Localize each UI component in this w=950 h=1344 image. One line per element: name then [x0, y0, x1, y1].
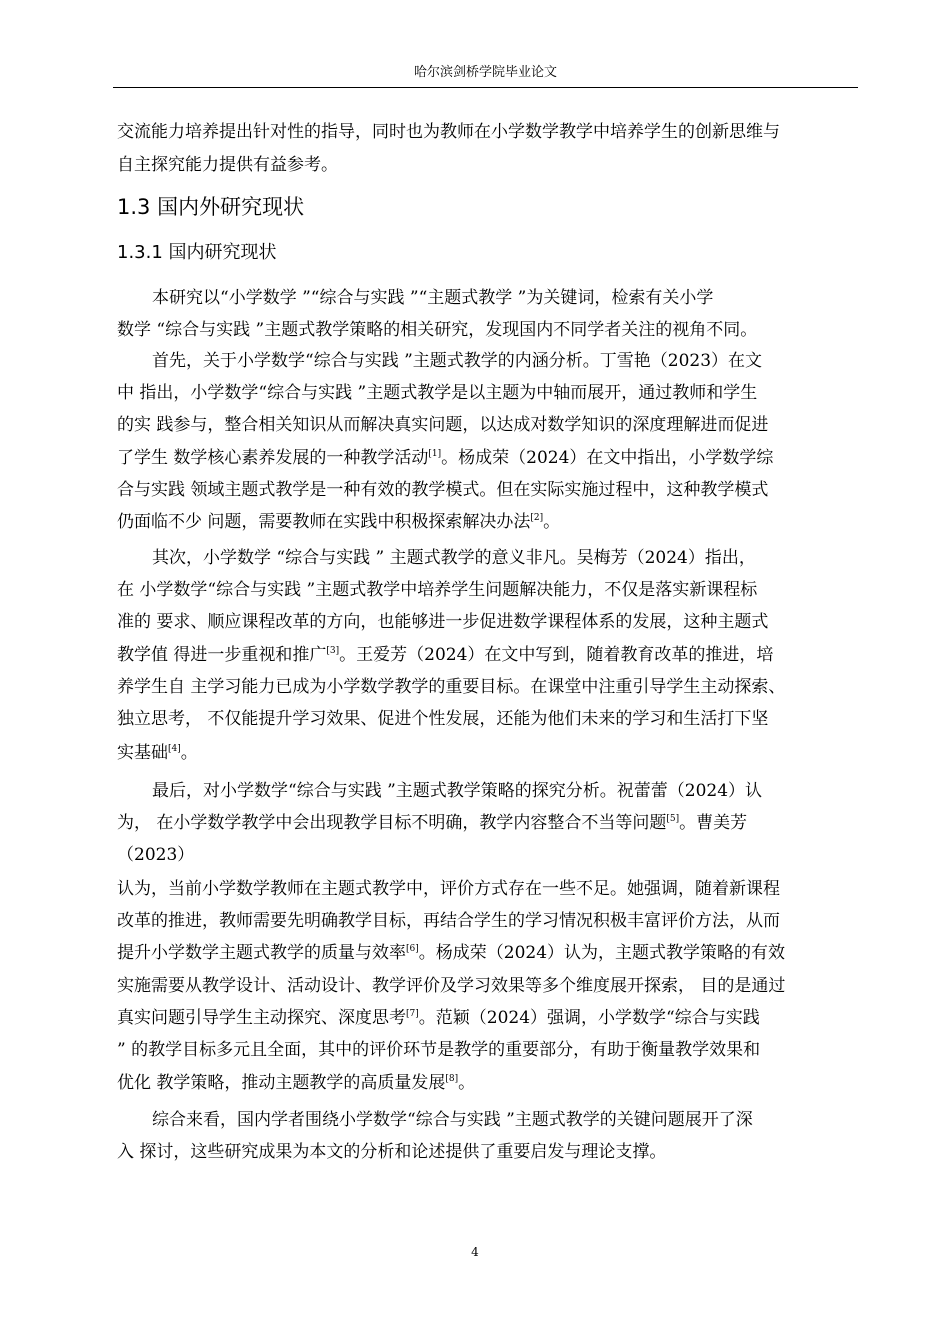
header-rule: [113, 87, 858, 88]
body-line: [117, 510, 560, 534]
body-line: [117, 153, 338, 177]
line-text-continued: 。范颖（2024）强调，小学数学“综合与实践: [418, 1008, 760, 1028]
line-text: 改革的推进，教师需要先明确教学目标，再结合学生的学习情况积极丰富评价方法，从而: [117, 911, 780, 931]
line-text: 养学生自 主学习能力已成为小学数学教学的重要目标。在课堂中注重引导学生主动探索、: [117, 677, 786, 697]
line-text: 了学生 数学核心素养发展的一种教学活动: [117, 448, 429, 468]
line-text: 认为，当前小学数学教师在主题式教学中，评价方式存在一些不足。她强调，随着新课程: [117, 879, 780, 899]
line-text: 本研究以“小学数学 ”“综合与实践 ”“主题式教学 ”为关键词，检索有关小学: [152, 288, 714, 308]
body-line: [117, 446, 773, 470]
line-text: 最后，对小学数学“综合与实践 ”主题式教学策略的探究分析。祝蕾蕾（2024）认: [152, 781, 763, 801]
body-line: [117, 741, 198, 765]
line-text: 实施需要从教学设计、活动设计、教学评价及学习效果等多个维度展开探索， 目的是通过: [117, 976, 786, 996]
line-text: 交流能力培养提出针对性的指导，同时也为教师在小学数学教学中培养学生的创新思维与: [117, 122, 780, 142]
citation-marker: [4]: [168, 744, 181, 754]
body-line: [152, 779, 762, 803]
body-line: [117, 675, 785, 699]
line-text: 1.3 国内外研究现状: [117, 195, 305, 219]
body-line: [152, 546, 756, 570]
body-line: [117, 1006, 760, 1030]
body-line: [117, 941, 785, 965]
line-text-continued: 。杨成荣（2024）认为，主题式教学策略的有效: [418, 943, 786, 963]
line-text: 中 指出，小学数学“综合与实践 ”主题式教学是以主题为中轴而展开，通过教师和学生: [117, 383, 758, 403]
body-line: [117, 1140, 666, 1164]
body-line: [117, 811, 747, 835]
body-line: [117, 381, 757, 405]
subsection-heading: [117, 240, 277, 266]
line-text: 教学值 得进一步重视和推广: [117, 645, 327, 665]
section-heading: [117, 193, 304, 221]
line-text: 入 探讨，这些研究成果为本文的分析和论述提供了重要启发与理论支撑。: [117, 1142, 667, 1162]
line-text-continued: 。杨成荣（2024）在文中指出，小学数学综: [441, 448, 774, 468]
line-text: 首先，关于小学数学“综合与实践 ”主题式教学的内涵分析。丁雪艳（2023）在文: [152, 351, 763, 371]
body-line: [117, 707, 768, 731]
body-line: [117, 877, 780, 901]
line-text: 真实问题引导学生主动探究、深度思考: [117, 1008, 406, 1028]
line-text: 独立思考， 不仅能提升学习效果、促进个性发展，还能为他们未来的学习和生活打下坚: [117, 709, 769, 729]
body-line: [117, 610, 768, 634]
body-line: [117, 120, 780, 144]
line-text: 的实 践参与，整合相关知识从而解决真实问题，以达成对数学知识的深度理解进而促进: [117, 415, 769, 435]
running-header: 哈尔滨剑桥学院毕业论文: [413, 65, 557, 80]
body-line: [117, 843, 194, 867]
line-text: 为， 在小学数学教学中会出现教学目标不明确，教学内容整合不当等问题: [117, 813, 667, 833]
body-line: [117, 578, 757, 602]
body-line: [117, 478, 768, 502]
body-line: [152, 1108, 753, 1132]
line-text: 综合来看，国内学者围绕小学数学“综合与实践 ”主题式教学的关键问题展开了深: [152, 1110, 753, 1130]
citation-marker: [1]: [428, 449, 442, 459]
citation-marker: [8]: [445, 1074, 459, 1084]
line-text: 数学 “综合与实践 ”主题式教学策略的相关研究，发现国内不同学者关注的视角不同。: [117, 320, 758, 340]
citation-marker: [3]: [326, 646, 340, 656]
body-line: [117, 643, 773, 667]
line-text: 优化 教学策略，推动主题教学的高质量发展: [117, 1073, 446, 1093]
citation-marker: [2]: [530, 513, 544, 523]
body-line: [152, 349, 762, 373]
line-text: 自主探究能力提供有益参考。: [117, 155, 338, 175]
body-line: [152, 286, 713, 310]
body-line: [117, 909, 780, 933]
line-text: 提升小学数学主题式教学的质量与效率: [117, 943, 406, 963]
body-line: [117, 1038, 760, 1062]
line-text: 合与实践 领域主题式教学是一种有效的教学模式。但在实际实施过程中，这种教学模式: [117, 480, 769, 500]
line-text: 仍面临不少 问题，需要教师在实践中积极探索解决办法: [117, 512, 531, 532]
body-line: [117, 1071, 475, 1095]
line-text-continued: 。: [543, 512, 561, 532]
line-text-continued: 。: [180, 743, 198, 763]
page-number: 4: [471, 1245, 479, 1259]
line-text: 在 小学数学“综合与实践 ”主题式教学中培养学生问题解决能力，不仅是落实新课程标: [117, 580, 758, 600]
body-line: [117, 974, 785, 998]
body-line: [117, 318, 757, 342]
line-text: 其次，小学数学 “综合与实践 ” 主题式教学的意义非凡。吴梅芳（2024）指出，: [152, 548, 756, 568]
line-text: 1.3.1 国内研究现状: [117, 242, 277, 263]
citation-marker: [5]: [666, 814, 680, 824]
line-text: ” 的教学目标多元且全面，其中的评价环节是教学的重要部分，有助于衡量教学效果和: [117, 1040, 761, 1060]
line-text-continued: 。曹美芳: [679, 813, 748, 833]
line-text: （2023）: [117, 845, 195, 865]
line-text-continued: 。: [458, 1073, 476, 1093]
citation-marker: [7]: [406, 1009, 419, 1019]
line-text: 准的 要求、顺应课程改革的方向，也能够进一步促进数学课程体系的发展，这种主题式: [117, 612, 769, 632]
citation-marker: [6]: [406, 944, 419, 954]
line-text: 实基础: [117, 743, 168, 763]
line-text-continued: 。王爱芳（2024）在文中写到，随着教育改革的推进，培: [339, 645, 774, 665]
body-line: [117, 413, 768, 437]
